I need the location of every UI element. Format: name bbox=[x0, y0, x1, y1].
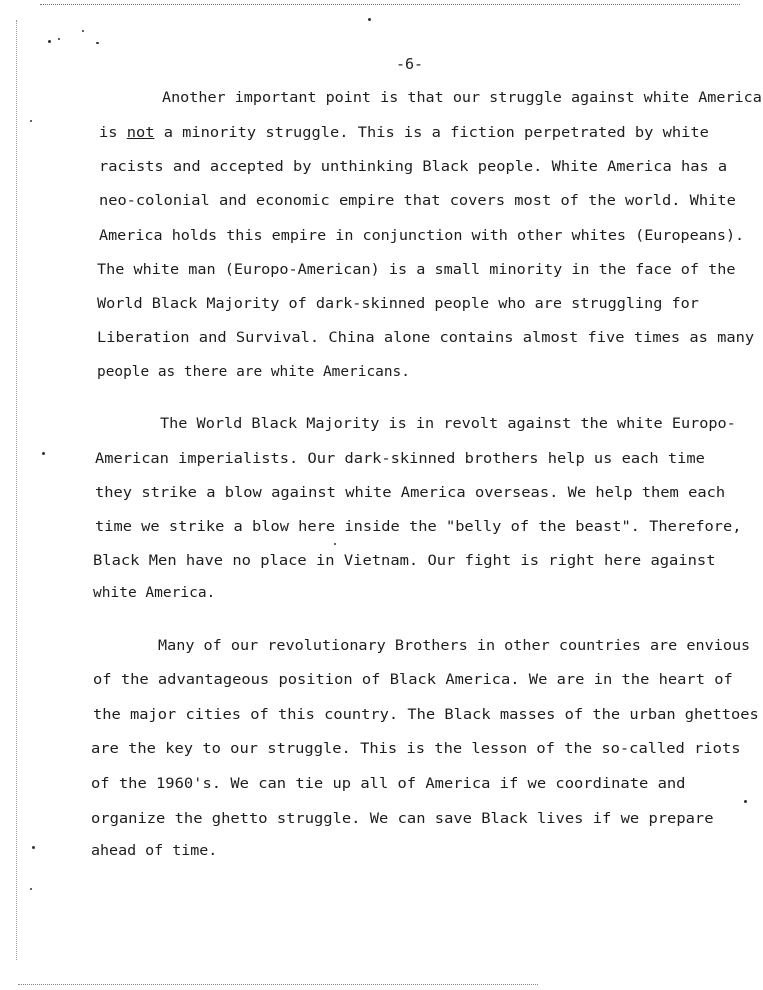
scan-artifact-top-edge bbox=[40, 4, 740, 5]
scan-speck bbox=[32, 846, 35, 849]
text-line: American imperialists. Our dark-skinned brothers help us each time bbox=[95, 451, 705, 467]
scan-artifact-bottom-edge bbox=[18, 984, 538, 985]
text-line: racists and accepted by unthinking Black people. White America has a bbox=[99, 159, 728, 175]
text-line: neo-colonial and economic empire that covers most of the world. White bbox=[99, 193, 736, 209]
scan-speck bbox=[744, 800, 747, 803]
page-number: -6- bbox=[396, 55, 424, 73]
text-line: are the key to our struggle. This is the lesson of the so-called riots bbox=[91, 741, 741, 757]
underlined-word: not bbox=[126, 125, 155, 141]
scan-speck bbox=[30, 120, 32, 122]
text-line: people as there are white Americans. bbox=[97, 364, 410, 380]
text-line: Liberation and Survival. China alone contains almost five times as many bbox=[97, 330, 755, 346]
text-line: white America. bbox=[93, 585, 216, 601]
text-line: The World Black Majority is in revolt against the white Europo- bbox=[160, 416, 736, 432]
scan-speck bbox=[368, 18, 371, 21]
scan-speck bbox=[48, 40, 51, 43]
text-line: time we strike a blow here inside the "belly of the beast". Therefore, bbox=[95, 519, 742, 535]
text-line: Another important point is that our struggle against white America bbox=[162, 90, 762, 106]
text-line: The white man (Europo-American) is a small minority in the face of the bbox=[97, 262, 736, 278]
text-line: Many of our revolutionary Brothers in other countries are envious bbox=[158, 638, 751, 654]
text-line: Black Men have no place in Vietnam. Our fight is right here against bbox=[93, 553, 716, 569]
text-line: America holds this empire in conjunction with other whites (Europeans). bbox=[99, 228, 745, 244]
text-line: of the 1960's. We can tie up all of America if we coordinate and bbox=[91, 776, 686, 792]
text-line: the major cities of this country. The Black masses of the urban ghettoes bbox=[93, 707, 759, 723]
scan-speck bbox=[42, 452, 45, 455]
text-line: they strike a blow against white America overseas. We help them each bbox=[95, 485, 726, 501]
text-line: organize the ghetto struggle. We can save Black lives if we prepare bbox=[91, 811, 714, 827]
scan-speck bbox=[334, 543, 336, 545]
scan-speck bbox=[82, 30, 84, 32]
text-line: of the advantageous position of Black America. We are in the heart of bbox=[93, 672, 733, 688]
scan-artifact-left-edge bbox=[16, 20, 17, 960]
text-line: World Black Majority of dark-skinned people who are struggling for bbox=[97, 296, 699, 312]
text-run: a minority struggle. This is a fiction perpetrated by white bbox=[154, 125, 709, 141]
text-run: is bbox=[99, 125, 127, 141]
text-line bbox=[99, 125, 709, 141]
text-line: ahead of time. bbox=[91, 843, 218, 859]
scan-speck bbox=[30, 888, 32, 890]
scan-speck bbox=[96, 42, 99, 44]
scan-speck bbox=[58, 38, 60, 40]
